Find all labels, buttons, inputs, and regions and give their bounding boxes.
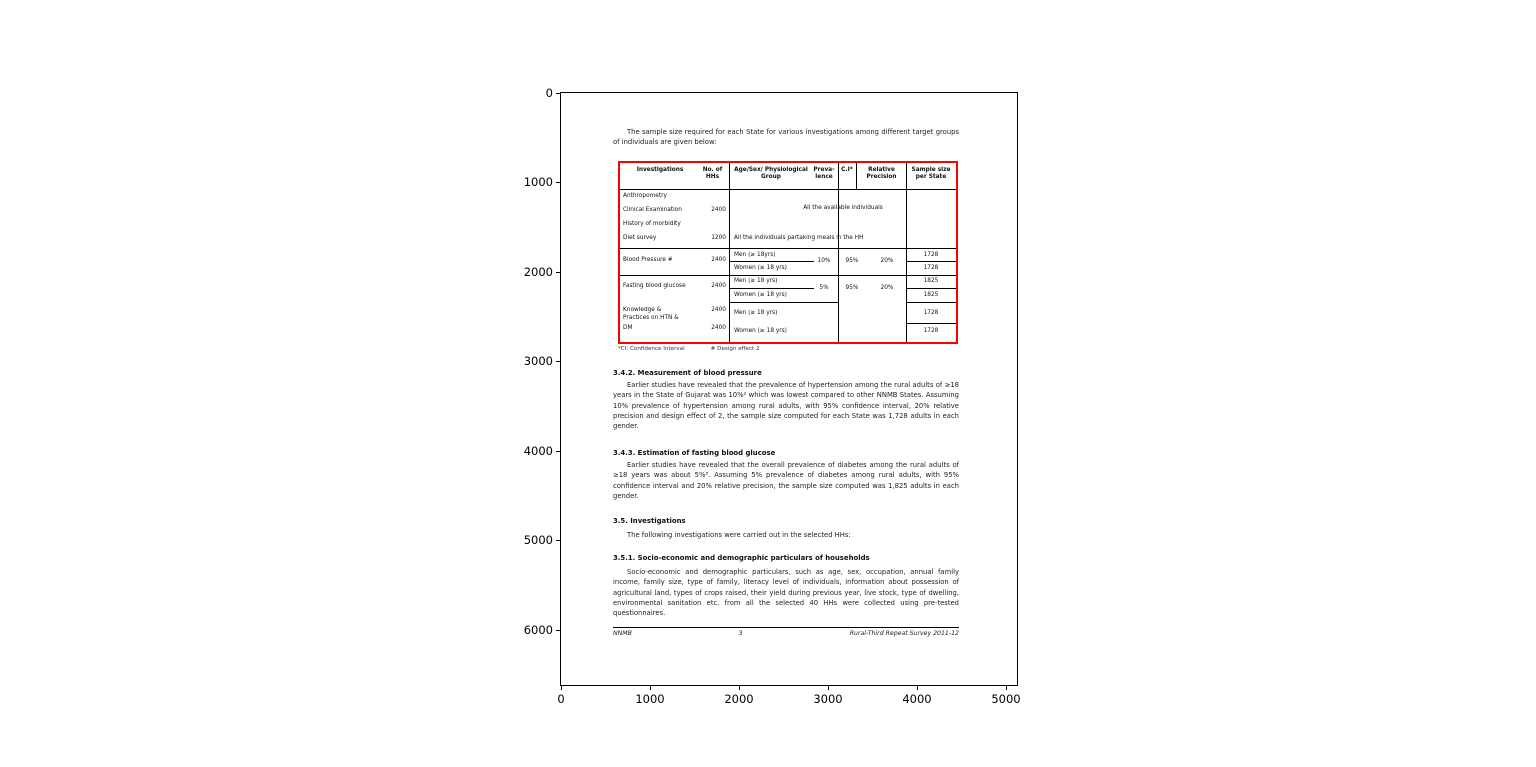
col-header-hhs: No. of HHs xyxy=(702,167,723,180)
table-line xyxy=(906,302,956,303)
table-cell: 1728 xyxy=(923,265,939,271)
table-cell: 1728 xyxy=(923,310,939,316)
table-cell: 20% xyxy=(880,258,894,264)
y-tick-label: 5000 xyxy=(523,533,553,547)
section-35-paragraph: The following investigations were carried out in the selected HHs: xyxy=(627,531,851,539)
x-tick xyxy=(650,686,651,690)
table-cell: Women (≥ 18 yrs) xyxy=(734,265,787,271)
table-cell: Women (≥ 18 yrs) xyxy=(734,292,787,298)
table-cell: Anthropometry xyxy=(623,193,667,199)
y-tick-label: 1000 xyxy=(523,175,553,189)
table-cell: Men (≥ 18yrs) xyxy=(734,252,776,258)
table-cell: Practices on HTN & xyxy=(623,315,679,321)
footnote-design-effect: # Design effect 2 xyxy=(710,346,760,352)
x-tick-label: 5000 xyxy=(991,692,1021,706)
x-tick-label: 0 xyxy=(557,692,565,706)
col-header-age-group: Age/Sex/ Physiological Group xyxy=(734,167,808,180)
table-cell: All the individuals partaking meals in the HH xyxy=(734,235,864,241)
table-cell: 10% xyxy=(817,258,831,264)
table-cell: 1200 xyxy=(711,235,726,241)
table-cell: Fasting blood glucose xyxy=(623,283,686,289)
table-cell: 2400 xyxy=(711,283,726,289)
section-35-heading: 3.5. Investigations xyxy=(613,517,686,525)
table-cell: All the available individuals xyxy=(803,205,883,211)
section-351-heading: 3.5.1. Socio-economic and demographic particulars of households xyxy=(613,554,870,562)
table-line xyxy=(906,288,956,289)
table-cell: Men (≥ 18 yrs) xyxy=(734,278,778,284)
page-footer xyxy=(613,627,959,637)
col-header-investigations: Investigations xyxy=(636,167,684,173)
x-tick xyxy=(1006,686,1007,690)
table-cell: Knowledge & xyxy=(623,307,662,313)
x-tick xyxy=(917,686,918,690)
y-tick xyxy=(556,540,560,541)
col-header-ci: C.I* xyxy=(841,167,853,173)
table-line xyxy=(620,189,956,190)
table-cell: 2400 xyxy=(711,207,726,213)
y-tick-label: 3000 xyxy=(523,354,553,368)
table-cell: 5% xyxy=(819,285,829,291)
table-line xyxy=(729,302,838,303)
table-cell: 95% xyxy=(845,258,859,264)
y-tick xyxy=(556,182,560,183)
intro-paragraph: The sample size required for each State for various investigations among different target groups of individuals are given below: xyxy=(613,128,959,147)
table-cell: Diet survey xyxy=(623,235,657,241)
table-cell: 20% xyxy=(880,285,894,291)
table-cell: Men (≥ 18 yrs) xyxy=(734,310,778,316)
y-tick xyxy=(556,93,560,94)
document-page xyxy=(561,93,1017,685)
table-line xyxy=(620,275,956,276)
table-cell: 2400 xyxy=(711,257,726,263)
table-cell: Clinical Examination xyxy=(623,207,682,213)
table-cell: 1825 xyxy=(923,278,939,284)
col-header-prevalence: Preva- lence xyxy=(813,167,835,180)
y-tick xyxy=(556,361,560,362)
footer-report-name: NNMB xyxy=(613,630,632,637)
section-343-paragraph: Earlier studies have revealed that the overall prevalence of diabetes among the rural adults of ≥18 years was about 5%³. Assuming 5% prevalence of diabetes among rural adults, with 95% confidence interval and 20% relative precision, the sample size computed was 1,825 adults in each gender. xyxy=(613,461,959,500)
section-343-heading: 3.4.3. Estimation of fasting blood glucose xyxy=(613,449,776,457)
x-tick xyxy=(739,686,740,690)
table-line xyxy=(620,248,956,249)
table-cell: History of morbidity xyxy=(623,221,681,227)
table-cell: 95% xyxy=(845,285,859,291)
table-line xyxy=(856,163,857,189)
footer-survey-name: Rural-Third Repeat Survey 2011-12 xyxy=(849,630,959,637)
section-342-paragraph: Earlier studies have revealed that the prevalence of hypertension among the rural adults of ≥18 years in the State of Gujarat was 10%² which was lowest compared to other NNMB States. Assuming 10% prevalence of hypertension among rural adults, with 95% confidence interval, 20% relative precision and design effect of 2, the sample size computed for each State was 1,728 adults in each gender. xyxy=(613,381,959,431)
x-tick xyxy=(561,686,562,690)
table-line xyxy=(729,288,814,289)
table-cell: 1728 xyxy=(923,252,939,258)
plot-axes xyxy=(523,86,1021,706)
table-cell: 2400 xyxy=(711,325,726,331)
table-cell: Blood Pressure # xyxy=(623,257,673,263)
x-tick-label: 1000 xyxy=(635,692,665,706)
table-footnote xyxy=(618,346,964,352)
section-342-heading: 3.4.2. Measurement of blood pressure xyxy=(613,369,762,377)
col-header-rel-precision: Relative Precision xyxy=(866,167,897,180)
table-line xyxy=(729,261,814,262)
table-cell: DM xyxy=(623,325,633,331)
y-tick xyxy=(556,272,560,273)
y-tick-label: 0 xyxy=(545,86,553,100)
x-tick xyxy=(828,686,829,690)
sample-size-table xyxy=(618,161,958,344)
table-cell: 1728 xyxy=(923,328,939,334)
col-header-sample-size: Sample size per State xyxy=(911,167,951,180)
table-cell: 2400 xyxy=(711,307,726,313)
y-tick xyxy=(556,451,560,452)
x-tick-label: 4000 xyxy=(902,692,932,706)
table-line xyxy=(906,323,956,324)
y-tick-label: 2000 xyxy=(523,265,553,279)
x-tick-label: 3000 xyxy=(813,692,843,706)
footer-page-number: 3 xyxy=(738,630,743,637)
table-line xyxy=(906,261,956,262)
y-tick xyxy=(556,630,560,631)
x-tick-label: 2000 xyxy=(724,692,754,706)
y-tick-label: 4000 xyxy=(523,444,553,458)
section-351-paragraph: Socio-economic and demographic particulars, such as age, sex, occupation, annual family income, family size, type of family, literacy level of individuals, information about possession of agricultural land, types of crops raised, their yield during previous year, live stock, type of dwelling, environmental sanitation etc. from all the selected 40 HHs were collected using pre-tested questionnaires. xyxy=(613,568,959,618)
table-cell: Women (≥ 18 yrs) xyxy=(734,328,787,334)
y-tick-label: 6000 xyxy=(523,623,553,637)
footnote-ci: *CI: Confidence Interval xyxy=(618,346,685,352)
table-cell: 1825 xyxy=(923,292,939,298)
